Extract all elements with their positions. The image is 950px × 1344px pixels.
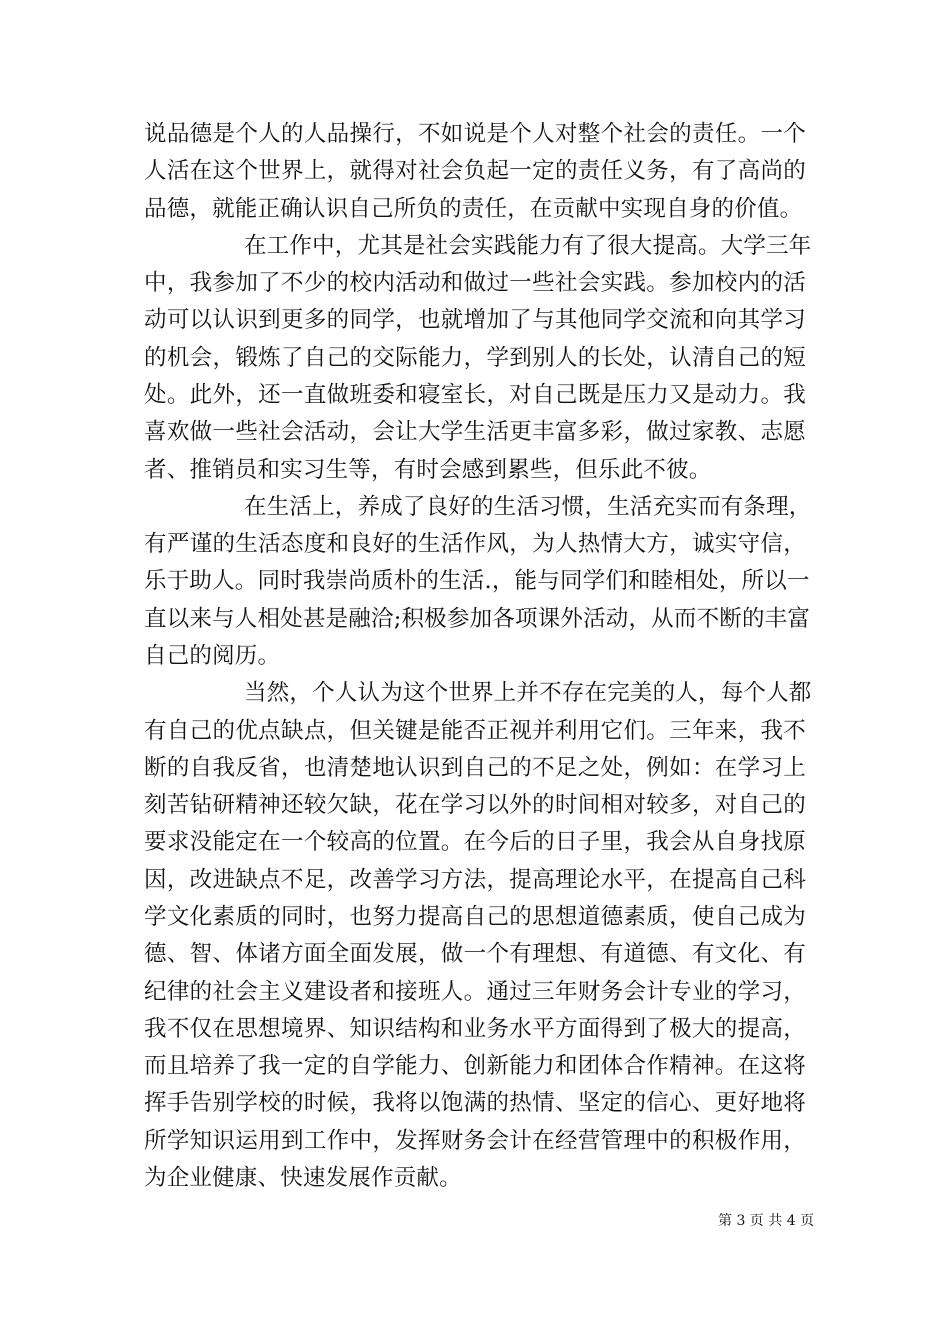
- text-line: 人活在这个世界上，就得对社会负起一定的责任义务，有了高尚的: [144, 158, 806, 184]
- text-line: 的机会，锻炼了自己的交际能力，学到别人的长处，认清自己的短: [144, 345, 806, 371]
- text-line: 乐于助人。同时我崇尚质朴的生活.，能与同学们和睦相处，所以一: [144, 568, 810, 594]
- text-line: 断的自我反省，也清楚地认识到自己的不足之处，例如：在学习上: [144, 755, 806, 781]
- text-line: 直以来与人相处甚是融洽;积极参加各项课外活动，从而不断的丰富: [144, 606, 811, 632]
- page-number-footer: 第 3 页 共 4 页: [718, 1213, 815, 1229]
- text-line: 纪律的社会主义建设者和接班人。通过三年财务会计专业的学习，: [144, 979, 806, 1005]
- text-line: 说品德是个人的人品操行，不如说是个人对整个社会的责任。一个: [144, 121, 806, 147]
- paragraph-start-line: 在工作中，尤其是社会实践能力有了很大提高。大学三年: [244, 233, 812, 259]
- text-line: 要求没能定在一个较高的位置。在今后的日子里，我会从自身找原: [144, 829, 806, 855]
- text-line: 我不仅在思想境界、知识结构和业务水平方面得到了极大的提高，: [144, 1016, 806, 1042]
- paragraph-start-line: 在生活上，养成了良好的生活习惯，生活充实而有条理，: [244, 494, 812, 520]
- text-line: 刻苦钻研精神还较欠缺，花在学习以外的时间相对较多，对自己的: [144, 792, 806, 818]
- text-line: 学文化素质的同时，也努力提高自己的思想道德素质，使自己成为: [144, 904, 806, 930]
- text-line: 挥手告别学校的时候，我将以饱满的热情、坚定的信心、更好地将: [144, 1090, 806, 1116]
- text-line: 有严谨的生活态度和良好的生活作风，为人热情大方，诚实守信，: [144, 531, 806, 557]
- paragraph-start-line: 当然，个人认为这个世界上并不存在完美的人，每个人都: [244, 680, 812, 706]
- text-line: 因，改进缺点不足，改善学习方法，提高理论水平，在提高自己科: [144, 867, 806, 893]
- text-line: 为企业健康、快速发展作贡献。: [144, 1165, 462, 1191]
- text-line: 有自己的优点缺点，但关键是能否正视并利用它们。三年来，我不: [144, 718, 806, 744]
- text-line: 所学知识运用到工作中，发挥财务会计在经营管理中的积极作用，: [144, 1128, 806, 1154]
- text-line: 者、推销员和实习生等，有时会感到累些，但乐此不彼。: [144, 457, 712, 483]
- text-line: 中，我参加了不少的校内活动和做过一些社会实践。参加校内的活: [144, 270, 806, 296]
- text-line: 而且培养了我一定的自学能力、创新能力和团体合作精神。在这将: [144, 1053, 806, 1079]
- text-line: 动可以认识到更多的同学，也就增加了与其他同学交流和向其学习: [144, 307, 806, 333]
- text-line: 处。此外，还一直做班委和寝室长，对自己既是压力又是动力。我: [144, 382, 806, 408]
- text-line: 品德，就能正确认识自己所负的责任，在贡献中实现自身的价值。: [144, 196, 803, 222]
- text-line: 喜欢做一些社会活动，会让大学生活更丰富多彩，做过家教、志愿: [144, 419, 806, 445]
- text-line: 德、智、体诸方面全面发展，做一个有理想、有道德、有文化、有: [144, 941, 806, 967]
- text-line: 自己的阅历。: [144, 643, 281, 669]
